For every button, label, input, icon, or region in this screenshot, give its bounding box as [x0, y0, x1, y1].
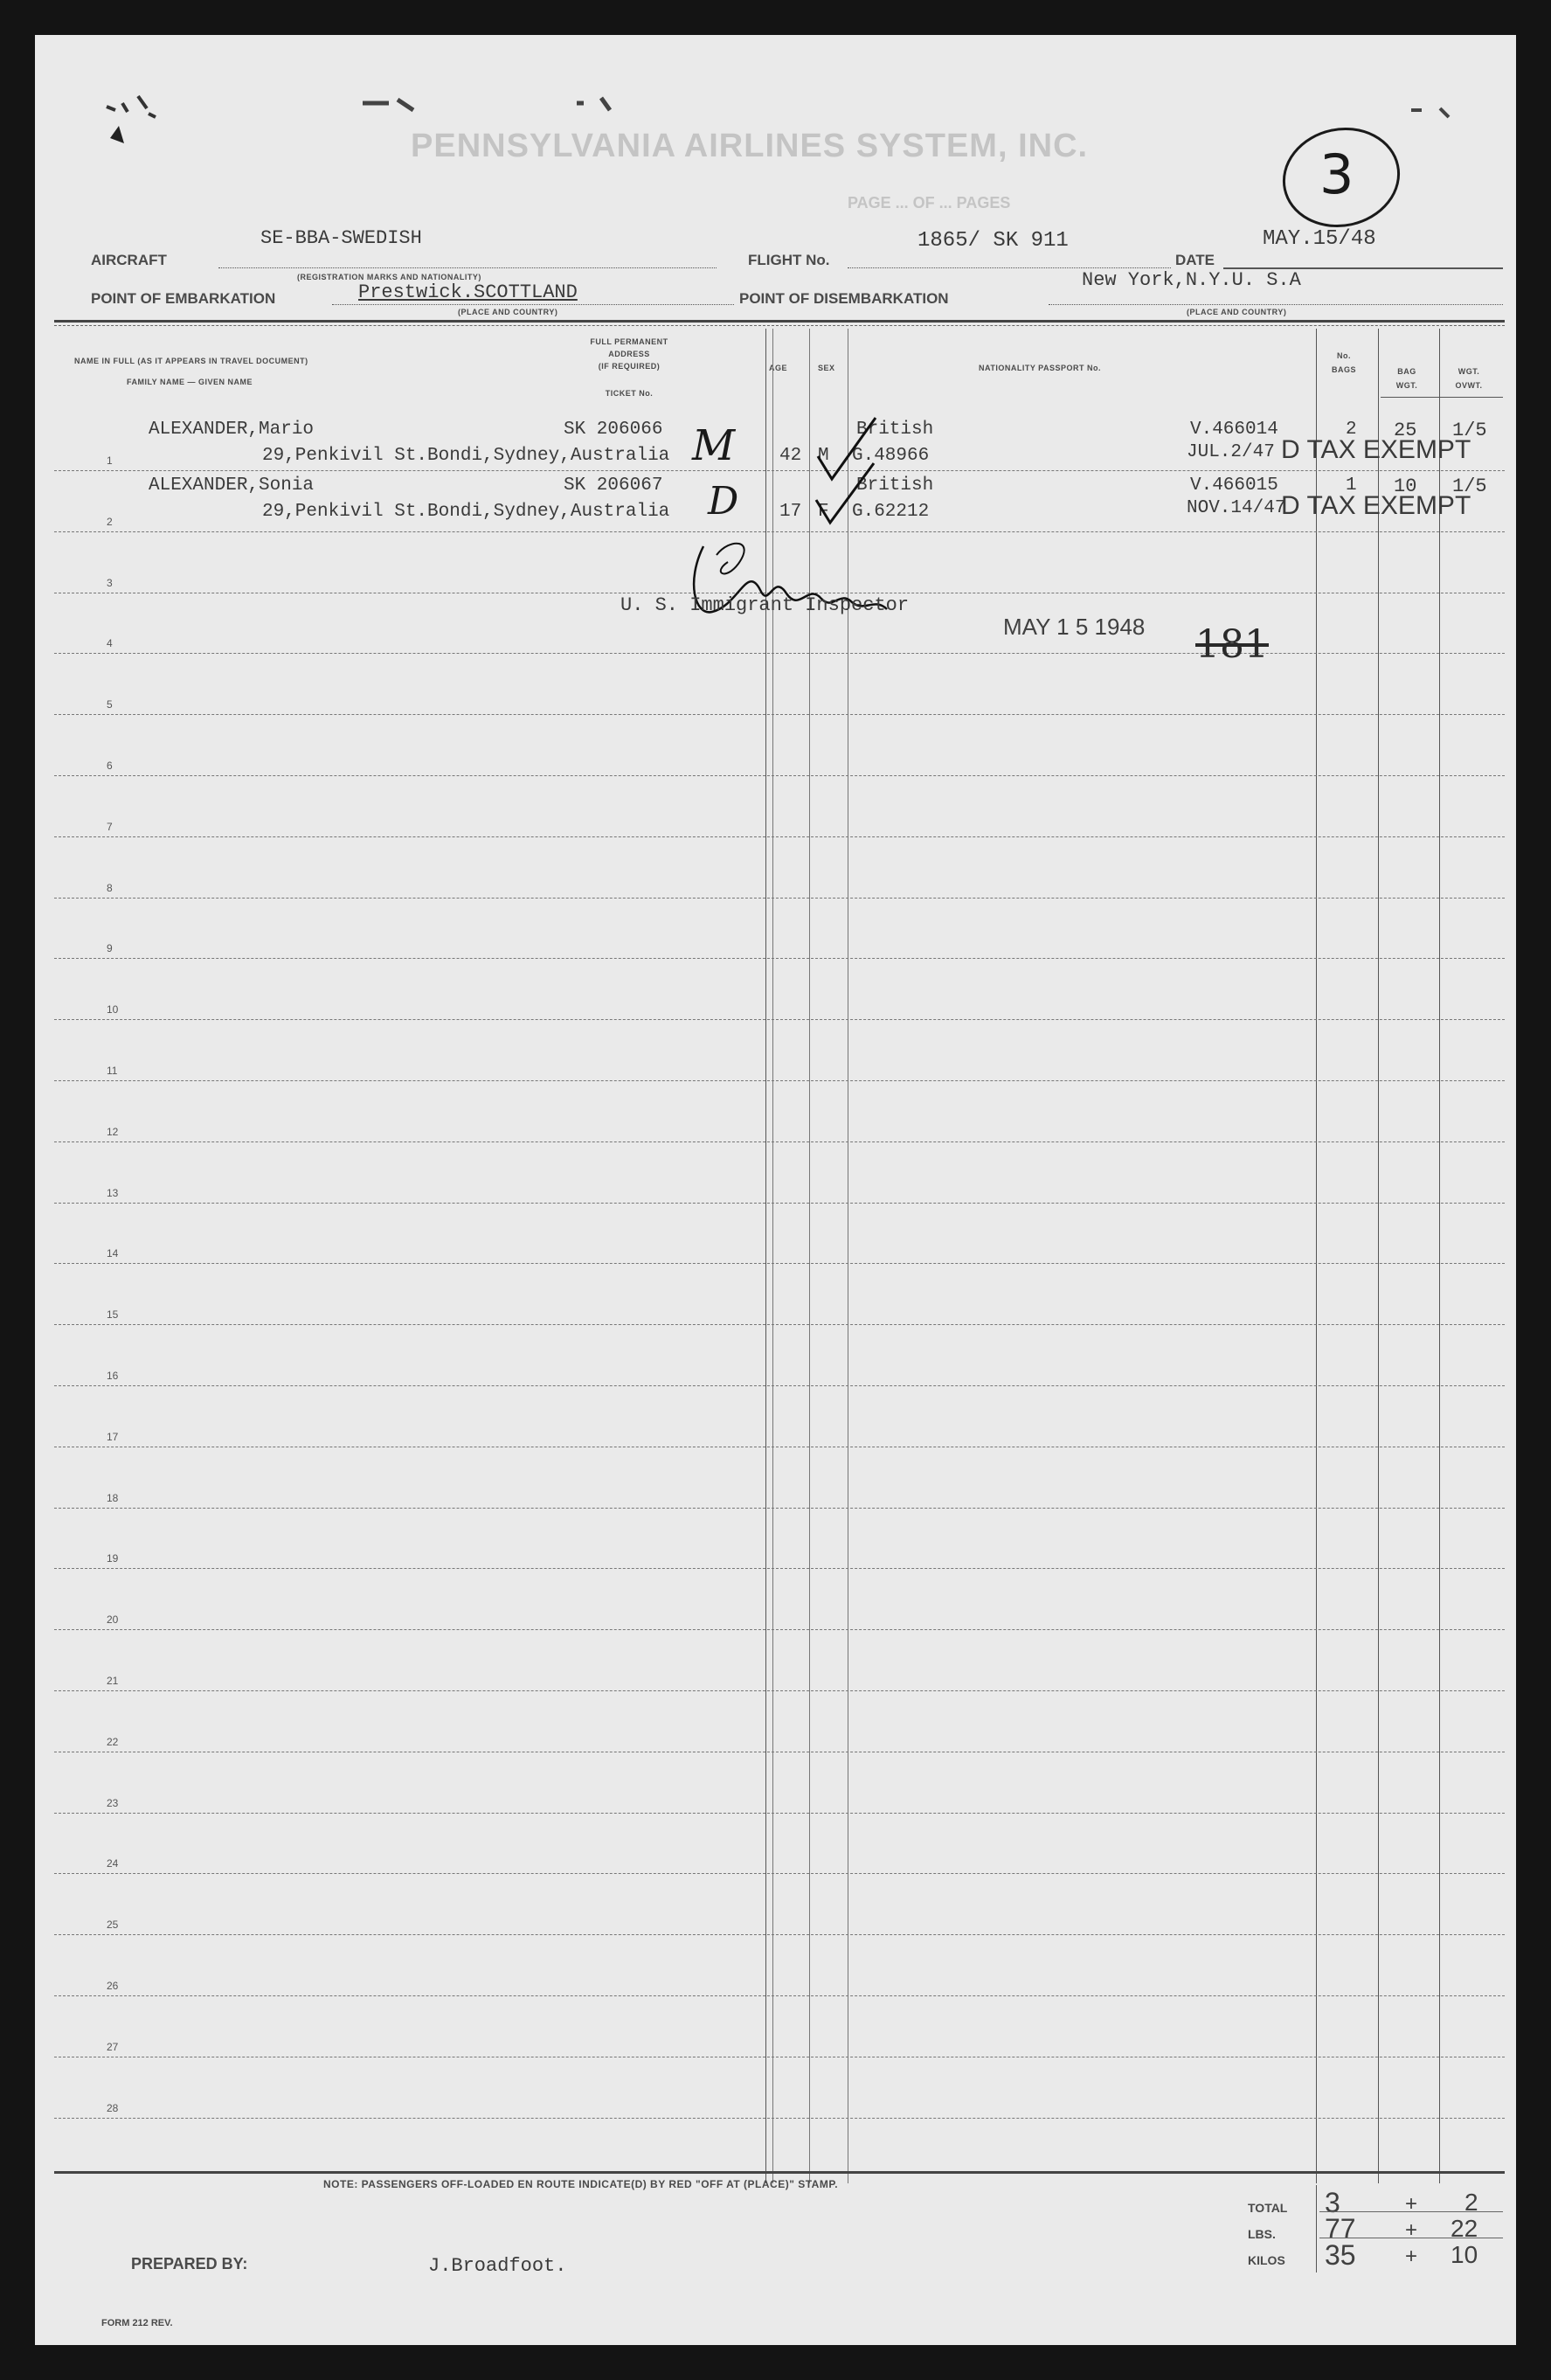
- row-number: 5: [107, 698, 113, 711]
- prepared-by-label: PREPARED BY:: [131, 2255, 248, 2272]
- inspector-stamp-date: MAY 1 5 1948: [1003, 614, 1146, 640]
- offloaded-note: NOTE: PASSENGERS OFF-LOADED EN ROUTE INDICATE(D) BY RED "OFF AT (PLACE)" STAMP.: [323, 2178, 839, 2190]
- col-bags-line2: BAGS: [1331, 365, 1356, 374]
- row-number: 2: [107, 516, 113, 528]
- ticket-number: SK 206067: [564, 475, 663, 496]
- row-number: 13: [107, 1187, 119, 1199]
- row-number: 7: [107, 821, 113, 833]
- plus-icon: +: [1405, 2245, 1418, 2268]
- row-rule: [54, 775, 1505, 776]
- row-number: 17: [107, 1431, 119, 1443]
- passenger-age: 17: [779, 502, 802, 522]
- kilos-ovwt: 10: [1451, 2241, 1478, 2268]
- embarkation-value: Prestwick.SCOTTLAND: [358, 281, 578, 303]
- row-number: 4: [107, 637, 113, 649]
- col-age: AGE: [769, 364, 788, 372]
- ticket-number: SK 206066: [564, 420, 663, 440]
- row-number: 10: [107, 1003, 119, 1016]
- row-number: 3: [107, 577, 113, 589]
- col-address-line2: ADDRESS: [608, 350, 650, 358]
- col-ticket: TICKET No.: [605, 389, 654, 398]
- row-number: 14: [107, 1247, 119, 1259]
- row-number: 18: [107, 1492, 119, 1504]
- tax-exempt-stamp: D TAX EXEMPT: [1281, 435, 1471, 464]
- kilos-label: KILOS: [1248, 2253, 1285, 2267]
- col-name-line2: FAMILY NAME — GIVEN NAME: [127, 378, 253, 386]
- col-sex: SEX: [818, 364, 835, 372]
- row-rule: [54, 470, 1505, 471]
- row-number: 27: [107, 2041, 119, 2053]
- aircraft-label: AIRCRAFT: [91, 252, 167, 268]
- row-rule: [54, 1995, 1505, 1996]
- row-number: 15: [107, 1308, 119, 1321]
- total-ovwt: 2: [1464, 2189, 1478, 2216]
- row-number: 23: [107, 1797, 119, 1809]
- row-rule: [54, 1141, 1505, 1142]
- row-rule: [54, 714, 1505, 715]
- overweight: 1/5: [1452, 475, 1487, 497]
- handwritten-d-mark: D: [708, 479, 739, 524]
- disembarkation-value: New York,N.Y.U. S.A: [1082, 269, 1301, 291]
- visa-number: V.466015: [1190, 475, 1278, 496]
- inspector-stamp-text: U. S. Immigrant Inspector: [620, 594, 910, 616]
- col-ovwt-line2: OVWT.: [1455, 381, 1483, 390]
- row-number: 21: [107, 1675, 119, 1687]
- lbs-bags: 77: [1325, 2213, 1356, 2245]
- passport-number: G.48966: [852, 446, 930, 466]
- bag-count: 2: [1346, 420, 1357, 440]
- form-number: FORM 212 REV.: [101, 2318, 173, 2328]
- passenger-sex: M: [818, 446, 829, 466]
- row-number: 8: [107, 882, 113, 894]
- lbs-ovwt: 22: [1451, 2215, 1478, 2242]
- manifest-page: [35, 35, 1516, 2345]
- plus-icon: +: [1405, 2192, 1418, 2216]
- row-rule: [54, 2118, 1505, 2119]
- passenger-sex: F: [818, 502, 829, 522]
- page-count-label: PAGE ... OF ... PAGES: [848, 194, 1011, 212]
- col-ovwt-line1: WGT.: [1458, 367, 1480, 376]
- embarkation-label: POINT OF EMBARKATION: [91, 290, 276, 307]
- bag-count: 1: [1346, 475, 1357, 496]
- embarkation-caption: (PLACE AND COUNTRY): [458, 308, 558, 316]
- row-rule: [54, 1873, 1505, 1874]
- row-number: 11: [107, 1065, 118, 1077]
- row-rule: [54, 653, 1505, 654]
- col-bags-line1: No.: [1337, 351, 1351, 360]
- row-number: 19: [107, 1552, 119, 1565]
- bag-weight: 25: [1394, 420, 1417, 441]
- col-nationality: NATIONALITY PASSPORT No.: [979, 364, 1102, 372]
- passenger-address: 29,Penkivil St.Bondi,Sydney,Australia: [262, 446, 670, 466]
- date-label: DATE: [1175, 252, 1215, 268]
- row-rule: [54, 898, 1505, 899]
- col-bagwgt-line2: WGT.: [1395, 381, 1418, 390]
- date-value: MAY.15/48: [1263, 227, 1376, 251]
- lbs-label: LBS.: [1248, 2227, 1276, 2241]
- row-rule: [54, 1019, 1505, 1020]
- col-name-line1: NAME IN FULL (AS IT APPEARS IN TRAVEL DOCUMENT): [74, 357, 308, 365]
- passenger-nationality: British: [856, 475, 934, 496]
- row-rule: [54, 1629, 1505, 1630]
- plus-icon: +: [1405, 2218, 1418, 2242]
- passenger-name: ALEXANDER,Mario: [149, 420, 315, 440]
- tax-exempt-stamp: D TAX EXEMPT: [1281, 491, 1471, 520]
- row-rule: [54, 1934, 1505, 1935]
- row-rule: [54, 1690, 1505, 1691]
- row-rule: [54, 1385, 1505, 1386]
- visa-number: V.466014: [1190, 420, 1278, 440]
- disembarkation-label: POINT OF DISEMBARKATION: [739, 290, 949, 307]
- total-bags: 3: [1325, 2187, 1340, 2218]
- row-rule: [54, 958, 1505, 959]
- passport-number: G.62212: [852, 502, 930, 522]
- col-address-line1: FULL PERMANENT: [590, 337, 668, 346]
- row-number: 6: [107, 760, 113, 772]
- col-bagwgt-line1: BAG: [1397, 367, 1416, 376]
- row-rule: [54, 1080, 1505, 1081]
- row-rule: [54, 1508, 1505, 1509]
- col-address-line3: (IF REQUIRED): [598, 362, 661, 371]
- passenger-nationality: British: [856, 420, 934, 440]
- row-rule: [54, 1813, 1505, 1814]
- row-number: 24: [107, 1857, 119, 1870]
- row-number: 12: [107, 1126, 119, 1138]
- aircraft-caption: (REGISTRATION MARKS AND NATIONALITY): [297, 273, 481, 281]
- row-number: 22: [107, 1736, 119, 1748]
- prepared-by-value: J.Broadfoot.: [428, 2255, 567, 2277]
- row-rule: [54, 1203, 1505, 1204]
- row-number: 25: [107, 1919, 119, 1931]
- aircraft-value: SE-BBA-SWEDISH: [260, 227, 422, 249]
- page-number: 3: [1319, 142, 1354, 206]
- handwritten-m-mark: M: [692, 421, 736, 470]
- visa-date: JUL.2/47: [1187, 442, 1275, 462]
- visa-date: NOV.14/47: [1187, 498, 1286, 518]
- company-name-faded: PENNSYLVANIA AIRLINES SYSTEM, INC.: [411, 128, 1089, 164]
- overweight: 1/5: [1452, 420, 1487, 441]
- row-rule: [54, 1324, 1505, 1325]
- passenger-name: ALEXANDER,Sonia: [149, 475, 315, 496]
- passenger-address: 29,Penkivil St.Bondi,Sydney,Australia: [262, 502, 670, 522]
- flight-value: 1865/ SK 911: [917, 229, 1069, 253]
- inspector-stamp-number: 181: [1195, 622, 1269, 667]
- kilos-bags: 35: [1325, 2239, 1356, 2271]
- total-label: TOTAL: [1248, 2201, 1288, 2215]
- row-number: 1: [107, 454, 113, 467]
- row-number: 9: [107, 942, 113, 954]
- page-number-circle: [1276, 118, 1407, 236]
- row-rule: [54, 1263, 1505, 1264]
- row-number: 28: [107, 2102, 119, 2114]
- disembarkation-caption: (PLACE AND COUNTRY): [1187, 308, 1287, 316]
- passenger-age: 42: [779, 446, 802, 466]
- row-number: 20: [107, 1613, 119, 1626]
- row-rule: [54, 1568, 1505, 1569]
- row-number: 26: [107, 1980, 119, 1992]
- flight-label: FLIGHT No.: [748, 252, 830, 268]
- bag-weight: 10: [1394, 475, 1417, 497]
- row-rule: [54, 836, 1505, 837]
- row-number: 16: [107, 1370, 119, 1382]
- checkmarks-icon: [813, 402, 883, 542]
